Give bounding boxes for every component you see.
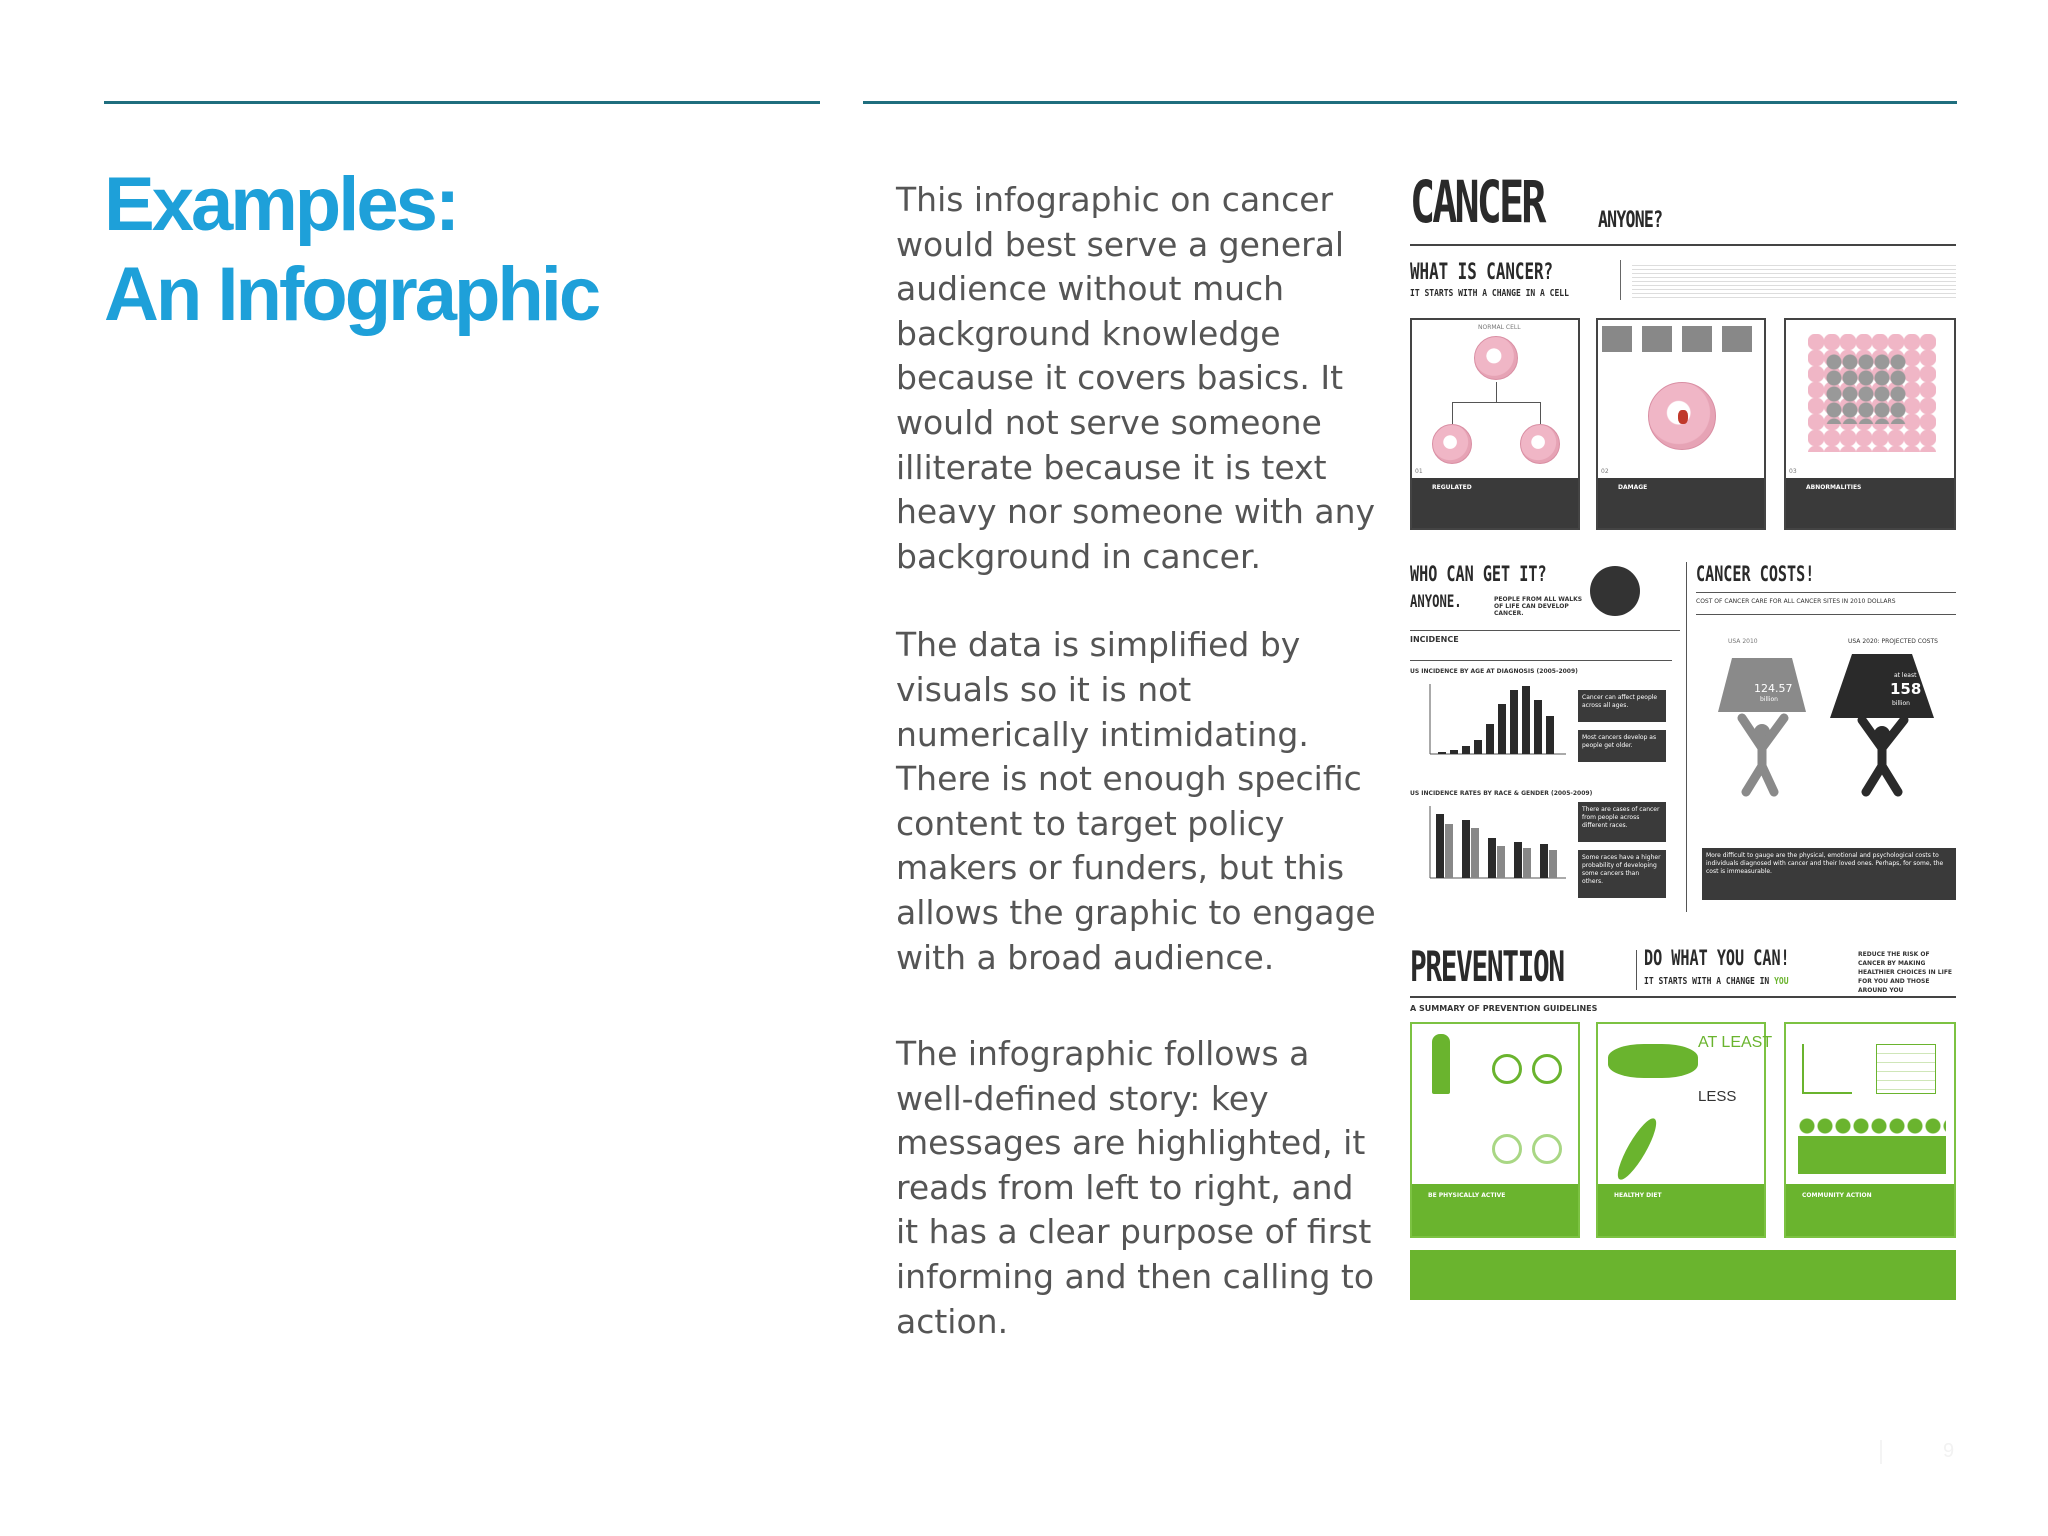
paragraph-story: The infographic follows a well-defined story: key messages are highlighted, it reads from left to right, and it has a clear purpose of first informing and then calling to action. [896,1034,1375,1341]
infographic-title-suffix: ANYONE? [1598,208,1663,233]
page-number-divider [1880,1440,1882,1464]
damaged-dna [1678,410,1688,424]
normal-cell [1474,336,1518,380]
stopwatch-1 [1492,1054,1522,1084]
chart2-title: US INCIDENCE RATES BY RACE & GENDER (2005-2009) [1410,790,1593,797]
panel-community-caption-bar [1786,1184,1954,1236]
s2-note-3: There are cases of cancer from people across different races. [1578,802,1666,842]
s3-value-2020-unit: billion [1892,700,1910,707]
s3-label-2010: USA 2010 [1728,638,1758,645]
s4-panel-active [1410,1022,1580,1238]
s2-rule2 [1410,660,1672,661]
panel-active-caption: BE PHYSICALLY ACTIVE [1428,1192,1506,1199]
less-label: LESS [1698,1088,1737,1105]
infographic-title: CANCER [1410,168,1544,236]
panel-active-caption-bar [1412,1184,1578,1236]
s3-rule [1696,592,1956,593]
slide-title-line1: Examples: [104,162,458,247]
s3-value-2020-prefix: at least [1894,672,1917,679]
s2-subheading-note: PEOPLE FROM ALL WALKS OF LIFE CAN DEVELOP CANCER. [1494,596,1583,617]
daughter-cell-left [1432,424,1472,464]
s3-value-2020: 158 [1890,680,1922,698]
header-rule-right [863,101,1957,104]
vegetables-icon [1608,1044,1698,1078]
s3-subheading: COST OF CANCER CARE FOR ALL CANCER SITES IN 2010 DOLLARS [1696,598,1896,605]
s2-note-4: Some races have a higher probability of developing some cancers than others. [1578,850,1666,898]
incidence-age-chart [1420,680,1570,760]
s4-panel-community [1784,1022,1956,1238]
s1-divider [1620,260,1621,300]
s2-heading: WHO CAN GET IT? [1410,562,1547,586]
chart1-title: US INCIDENCE BY AGE AT DIAGNOSIS (2005-2009) [1410,668,1578,675]
cell-connector-l [1452,402,1453,424]
body-text [896,178,1386,1388]
title-rule [1410,244,1956,246]
cell-connector [1496,382,1497,402]
at-least-label: AT LEAST [1698,1034,1773,1051]
slide-title [104,160,598,340]
panel-diet-caption: HEALTHY DIET [1614,1192,1662,1199]
paragraph-data: The data is simplified by visuals so it is not numerically intimidating. There is not enough specific content to target policy makers or funders, but this allows the graphic to engage with a broad audience. [896,625,1376,977]
s2-s3-divider [1686,562,1687,912]
s2-note-2: Most cancers develop as people get older. [1578,730,1666,762]
infographic-image [1410,170,1956,1310]
page-number: 9 [1943,1440,1955,1462]
s1-intro-text-lines [1632,262,1956,298]
slide-title-line2: An Infographic [104,252,599,337]
panel-2-caption-bar [1598,478,1764,528]
s4-subheading: DO WHAT YOU CAN! [1644,946,1790,970]
s3-value-2010-unit: billion [1760,696,1778,703]
s4-summary: A SUMMARY OF PREVENTION GUIDELINES [1410,1004,1598,1013]
stopwatch-2 [1532,1054,1562,1084]
incidence-race-chart [1420,802,1570,882]
panel-3-caption-bar [1786,478,1954,528]
s1-heading: WHAT IS CANCER? [1410,260,1554,285]
stopwatch-3 [1492,1134,1522,1164]
s3-label-2020: USA 2020: PROJECTED COSTS [1848,638,1938,645]
panel-3-number: 03 [1789,468,1797,475]
paragraph-audience: This infographic on cancer would best serve a general audience without much background knowledge because it covers basics. It would not serve someone illiterate because it is text heavy nor someone with any background in cancer. [896,180,1376,576]
panel-3-caption: ABNORMALITIES [1806,484,1862,491]
s1-panel-3 [1784,318,1956,530]
s3-rule2 [1696,614,1956,615]
abnormal-cells [1826,354,1906,424]
s2-subheading: ANYONE. [1410,592,1462,612]
s4-heading: PREVENTION [1410,942,1564,991]
daughter-cell-right [1520,424,1560,464]
s4-side-note: REDUCE THE RISK OF CANCER BY MAKING HEALTHIER CHOICES IN LIFE FOR YOU AND THOSE AROUND YOU [1858,951,1953,994]
panel-community-caption: COMMUNITY ACTION [1802,1192,1872,1199]
panel-diet-caption-bar [1598,1184,1764,1236]
s1-panel-2 [1596,318,1766,530]
stopwatch-4 [1532,1134,1562,1164]
s2-badge [1590,566,1640,616]
s2-note-1: Cancer can affect people across all ages. [1578,690,1666,722]
sources-bar [1410,1250,1956,1300]
panel-2-number: 02 [1601,468,1609,475]
incidence-label: INCIDENCE [1410,635,1459,644]
s2-rule [1410,630,1680,631]
panel-1-caption: REGULATED [1432,484,1472,491]
cell-connector-r [1540,402,1541,424]
panel-2-caption: DAMAGE [1618,484,1648,491]
s3-note: More difficult to gauge are the physical, emotional and psychological costs to individuals diagnosed with cancer and their loved ones. Perhaps, for some, the cost is immeasurable. [1702,848,1956,900]
s1-panel-1 [1410,318,1580,530]
s3-value-2010: 124.57 [1754,682,1793,695]
s4-subheading2-highlight: YOU [1774,976,1789,987]
panel-1-number: 01 [1415,468,1423,475]
header-rule-left [104,101,820,104]
risk-factor-icons [1602,326,1762,352]
normal-cell-label: NORMAL CELL [1478,324,1521,331]
s4-subheading2-text: IT STARTS WITH A CHANGE IN [1644,976,1770,987]
cost-graph-icon [1802,1044,1852,1094]
s4-subheading2 [1644,976,1789,987]
s4-panel-diet [1596,1022,1773,1238]
s4-rule [1410,996,1956,998]
s4-divider [1636,950,1637,990]
panel-1-caption-bar [1412,478,1578,528]
map-icon [1876,1044,1936,1094]
person-figure [1432,1034,1450,1094]
s1-subheading: IT STARTS WITH A CHANGE IN A CELL [1410,288,1569,299]
wheat-icon [1612,1114,1663,1184]
cell-connector-h [1452,402,1540,403]
cost-weights-illustration [1702,648,1952,798]
community-people-icon [1798,1114,1946,1174]
s3-heading: CANCER COSTS! [1696,562,1815,586]
